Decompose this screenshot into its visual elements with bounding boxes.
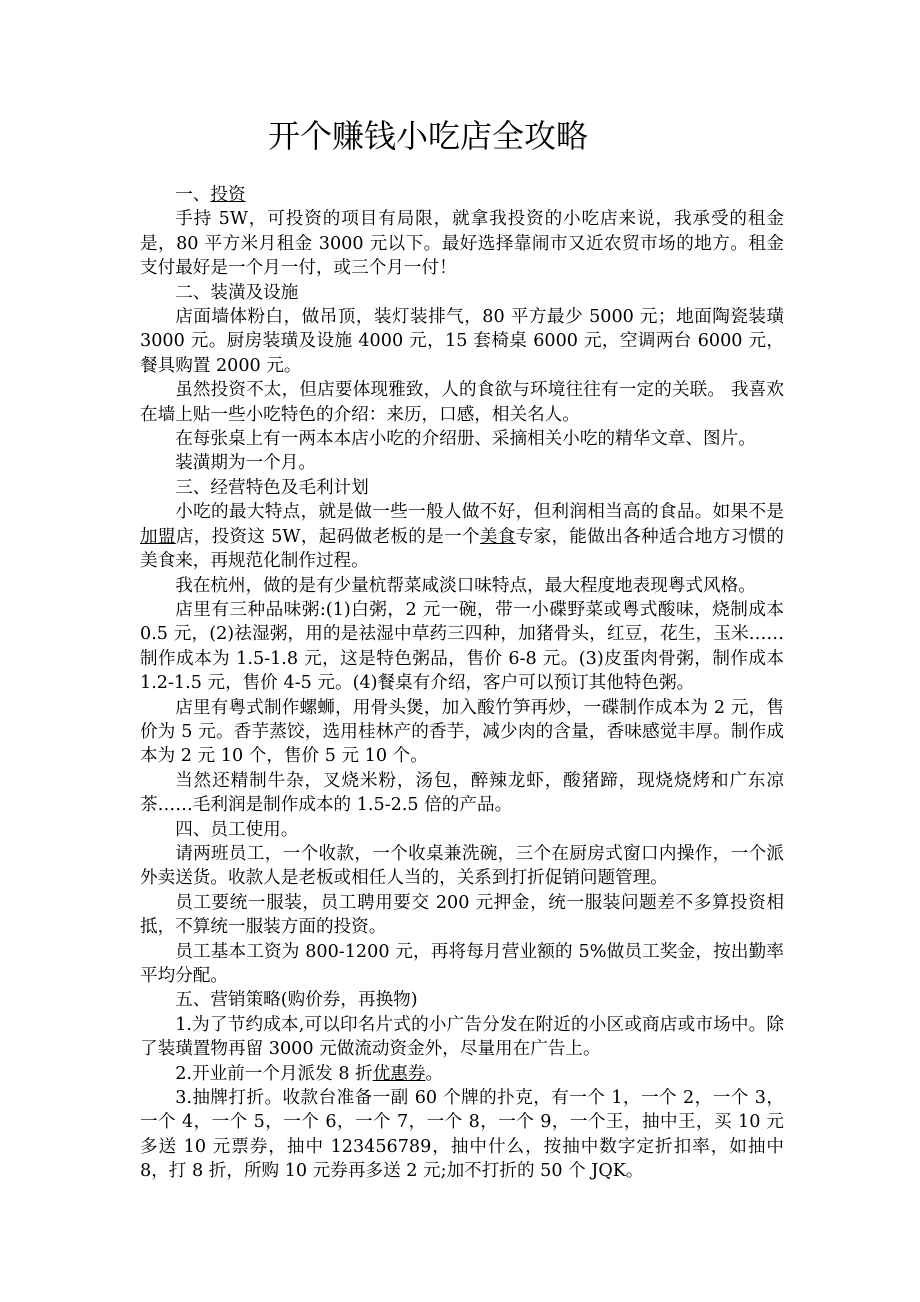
paragraph-text: 专家，能做出各种适合地方习惯的美食来，再规范化制作过程。 <box>140 526 784 572</box>
paragraph <box>140 696 784 769</box>
paragraph-text: 小吃的最大特点，就是做一些一般人做不好，但利润相当高的食品。如果不是 <box>175 502 784 523</box>
paragraph-text: 在每张桌上有一两本本店小吃的介绍册、采摘相关小吃的精华文章、图片。 <box>175 429 756 450</box>
paragraph <box>140 818 784 842</box>
paragraph <box>140 281 784 305</box>
paragraph <box>140 842 784 891</box>
document-title: 开个赚钱小吃店全攻略 <box>267 117 588 155</box>
paragraph <box>140 500 784 573</box>
paragraph-text: 二、装潢及设施 <box>175 282 299 303</box>
paragraph <box>140 305 784 378</box>
hyperlink-text[interactable]: 加盟 <box>140 526 176 547</box>
paragraph <box>140 476 784 500</box>
paragraph-text: 三、经营特色及毛利计划 <box>175 477 369 498</box>
paragraph <box>140 598 784 696</box>
paragraph <box>140 988 784 1012</box>
paragraph-text: 装潢期为一个月。 <box>175 453 316 474</box>
paragraph-text: 四、员工使用。 <box>175 819 299 840</box>
paragraph <box>140 769 784 818</box>
hyperlink-text[interactable]: 优惠券 <box>372 1063 426 1084</box>
paragraph-text: 请两班员工，一个收款，一个收桌兼洗碗，三个在厨房式窗口内操作，一个派外卖送货。收款人是老板或相任人当的，关系到打折促销问题管理。 <box>140 843 784 889</box>
paragraph <box>140 1062 784 1086</box>
hyperlink-text[interactable]: 投资 <box>210 185 246 205</box>
paragraph-text: 店里有粤式制作螺蛳，用骨头煲，加入酸竹笋再炒，一碟制作成本为 2 元，售价为 5 元。香芋蒸饺，选用桂林产的香芋，减少肉的含量，香味感觉丰厚。制作成本为 2 元 10 个，售价 5 元 10 个。 <box>140 697 784 767</box>
paragraph-text: 员工要统一服装，员工聘用要交 200 元押金，统一服装问题差不多算投资相抵，不算统一服装方面的投资。 <box>140 892 784 938</box>
paragraph-text: 五、营销策略(购价券，再换物) <box>175 990 418 1011</box>
paragraph-text: 我在杭州，做的是有少量杭帮菜咸淡口味特点，最大程度地表现粤式风格。 <box>175 575 756 596</box>
hyperlink-text[interactable]: 美食 <box>479 526 516 547</box>
paragraph <box>140 574 784 598</box>
document-body <box>140 183 784 1184</box>
paragraph-text: 手持 5W，可投资的项目有局限，就拿我投资的小吃店来说，我承受的租金是，80 平方米月租金 3000 元以下。最好选择靠闹市又近农贸市场的地方。租金支付最好是一个月一付，或三个月一付！ <box>140 209 784 279</box>
paragraph-text: 1.为了节约成本,可以印名片式的小广告分发在附近的小区或商店或市场中。除了装璜置物再留 3000 元做流动资金外，尽量用在广告上。 <box>140 1014 784 1060</box>
paragraph-text: 虽然投资不太，但店要体现雅致，人的食欲与环境往往有一定的关联。 我喜欢在墙上贴一些小吃特色的介绍：来历，口感，相关名人。 <box>140 380 784 425</box>
paragraph <box>140 1086 784 1184</box>
paragraph <box>140 207 784 280</box>
paragraph-text: 一、 <box>175 185 211 205</box>
paragraph <box>140 940 784 989</box>
paragraph-text: 店里有三种品味粥:(1)白粥，2 元一碗，带一小碟野菜或粤式酸味，烧制成本 0.5 元，(2)祛湿粥，用的是祛湿中草药三四种，加猪骨头，红豆，花生，玉米……制作成本为 1.5-1.8 元，这是特色粥品，售价 6-8 元。(3)皮蛋肉骨粥，制作成本 1.2-1.5 元，售价 4-5 元。(4)餐桌有介绍，客户可以预订其他特色粥。 <box>140 599 784 694</box>
paragraph-text: 店，投资这 5W，起码做老板的是一个 <box>175 526 480 547</box>
paragraph <box>140 451 784 475</box>
paragraph-text: 当然还精制牛杂，叉烧米粉，汤包，醉辣龙虾，酸猪蹄，现烧烧烤和广东凉茶……毛利润是制作成本的 1.5-2.5 倍的产品。 <box>140 770 784 816</box>
paragraph <box>140 378 784 427</box>
paragraph <box>140 427 784 451</box>
paragraph <box>140 183 784 207</box>
paragraph-text: 。 <box>425 1063 444 1084</box>
paragraph-text: 3.抽牌打折。收款台准备一副 60 个牌的扑克，有一个 1，一个 2，一个 3，一个 4，一个 5，一个 6，一个 7，一个 8，一个 9，一个王，抽中王，买 10 元多送 10 元票券，抽中 123456789，抽中什么，按抽中数字定折扣率，如抽中 8，打 8 折，所购 10 元券再多送 2 元;加不打折的 50 个 JQK。 <box>140 1088 784 1182</box>
paragraph-text: 2.开业前一个月派发 8 折 <box>175 1063 373 1084</box>
paragraph-text: 店面墙体粉白，做吊顶，装灯装排气，80 平方最少 5000 元；地面陶瓷装璜 3000 元。厨房装璜及设施 4000 元，15 套椅桌 6000 元，空调两台 6000 元，餐具购置 2000 元。 <box>140 307 784 376</box>
paragraph <box>140 891 784 940</box>
paragraph <box>140 1013 784 1062</box>
paragraph-text: 员工基本工资为 800-1200 元，再将每月营业额的 5%做员工奖金，按出勤率平均分配。 <box>140 941 784 986</box>
